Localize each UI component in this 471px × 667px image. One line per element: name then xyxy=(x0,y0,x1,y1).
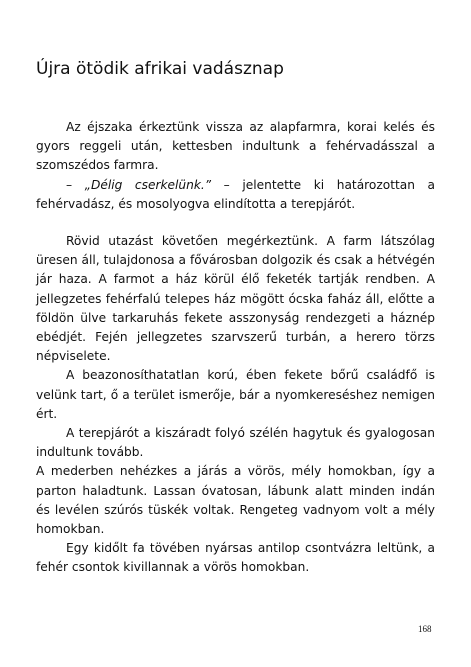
page-number: 168 xyxy=(418,624,432,634)
paragraph-gap xyxy=(36,214,435,232)
quoted-speech: „Délig cserkelünk.” xyxy=(84,177,212,192)
paragraph-2-rest: – jelentette ki határozottan a fehérvadász, és mosolyogva elindította a terepjárót. xyxy=(36,177,435,211)
chapter-title: Újra ötödik afrikai vadásznap xyxy=(36,59,284,79)
paragraph-5: A terepjárót a kiszáradt folyó szélén hagytuk és gyalogosan indultunk tovább. xyxy=(36,426,435,460)
paragraph-1: Az éjszaka érkeztünk vissza az alapfarmra, korai kelés és gyors reggeli után, kettesben indultunk a fehérvadásszal a szomszédos farmra. xyxy=(36,120,435,173)
body-text xyxy=(36,118,435,578)
paragraph-4: A beazonosíthatatlan korú, ében fekete bőrű családfő is velünk tart, ő a terület ismerője, bár a nyomkereséshez nemigen ért. xyxy=(36,368,435,421)
paragraph-2 xyxy=(36,176,435,214)
paragraph-3: Rövid utazást követően megérkeztünk. A farm látszólag üresen áll, tulajdonosa a fővárosban dolgozik és csak a hétvégén jár haza. A farmot a ház körül élő feketék tartják rendben. A jellegzetes fehérfalú telepes ház mögött ócska faház áll, előtte a földön ülve tarkaruhás fekete asszonyság rendezgeti a háznép ebédjét. Fején jellegzetes szarvszerű turbán, a herero törzs népviselete. xyxy=(36,234,435,364)
dash-prefix: – xyxy=(66,177,85,192)
paragraph-6: A mederben nehézkes a járás a vörös, mély homokban, így a parton haladtunk. Lassan óvatosan, lábunk alatt minden indán és levélen szúrós tüskék voltak. Rengeteg vadnyom volt a mély homokban. xyxy=(36,464,435,537)
paragraph-7: Egy kidőlt fa tövében nyársas antilop csontvázra leltünk, a fehér csontok kivillannak a vörös homokban. xyxy=(36,541,435,575)
